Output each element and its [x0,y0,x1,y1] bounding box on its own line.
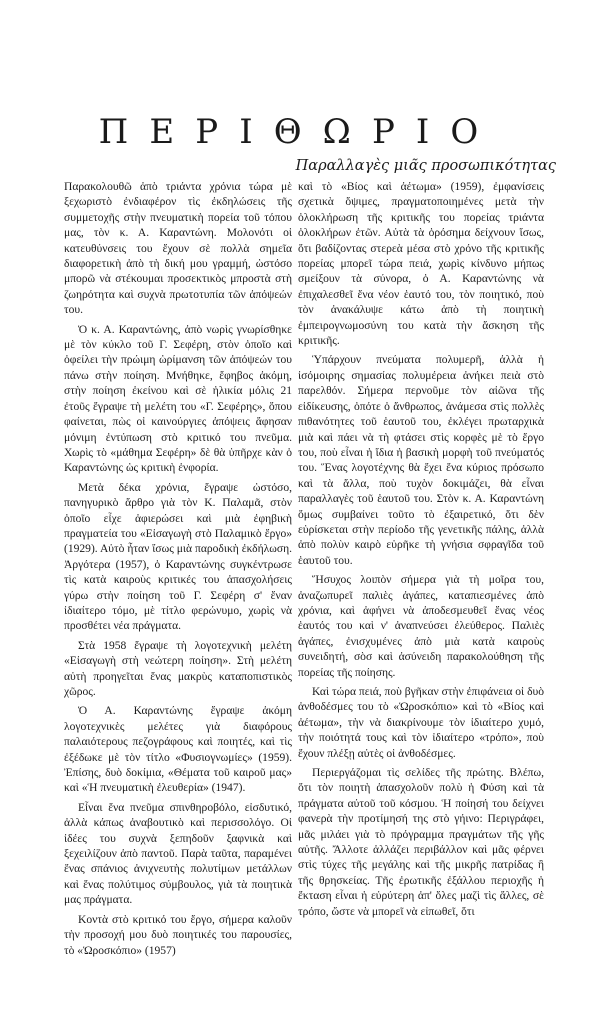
text-column-right [298,180,544,924]
paragraph: Περιεργάζομαι τὶς σελίδες τῆς πρώτης. Βλέπω, ὅτι τὸν ποιητὴ ἀπασχολοῦν πολὺ ἡ Φύση καὶ τὰ πράγματα αὐτοῦ τοῦ κόσμου. Ἡ ποίησή του δείχνει φανερὰ τὴν προτίμησή της στὸ γήινο: Περιγράφει, μᾶς μιλάει γιὰ τὸ πρόγραμμα πραγμάτων τῆς γῆς αὐτῆς. Ἄλλοτε ἀλλάζει περιβάλλον καὶ μᾶς φέρνει στὶς τύχες τῆς μεγάλης καὶ τῆς μικρῆς πατρίδας ἢ τῆς θρησκείας. Τῆς ἐρωτικῆς ἐξάλλου περιοχῆς ἡ ἔκταση εἶναι ἡ εὐρύτερη ἀπ' ὅλες μαζὶ τὶς ἄλλες, σὲ τρόπο, ὥστε νὰ μπορεῖ νὰ εἰπωθεῖ, ὅτι [298,767,544,918]
paragraph: Ἥσυχος λοιπὸν σήμερα γιὰ τὴ μοῖρα του, ἀναζωπυρεῖ παλιὲς ἀγάπες, καταπιεσμένες ἀπὸ χρόνια, καὶ ἀφήνει νὰ ἀποδεσμευθεῖ ἕνας νέος ἑαυτός του καὶ ν' ἀναπνεύσει ἐλεύθερος. Παλιὲς ἀγάπες, ἐνισχυμένες ἀπὸ μιὰ κατὰ καιροὺς συνειδητή, σὸσ καὶ ἀσύνειδη παρακολούθηση τῆς πορείας τῆς ποίησης. [298,574,544,679]
page-subtitle: Παραλλαγὲς μιᾶς προσωπικότητας [295,158,556,174]
paragraph: Κοντὰ στὸ κριτικό του ἔργο, σήμερα καλοῦν τὴν προσοχή μου δυὸ ποιητικές του παρουσίες, τὸ «Ὡροσκόπιο» (1957) [64,913,292,957]
paragraph: Παρακολουθῶ ἀπὸ τριάντα χρόνια τώρα μὲ ξεχωριστὸ ἐνδιαφέρον τὶς ἐκδηλώσεις τῆς συμμετοχῆς στὴν πνευματικὴ πορεία τοῦ τόπου μας, τὸν κ. Α. Καραντώνη. Μολονότι οἱ κατευθύνσεις του ἔχουν σὲ πολλὰ σημεῖα διαφορετικὴ ἀπὸ τὴ δική μου γραμμή, ὡστόσο μπορῶ νὰ στέκουμαι προσεκτικὸς μπροστὰ στὴ ζωηρότητα καὶ συχνὰ πρωτοτυπία τῶν ἀπόψεών του. [64,181,292,317]
paragraph: Καὶ τώρα πειά, ποὺ βγῆκαν στὴν ἐπιφάνεια οἱ δυὸ ἀνθοδέσμες του τὸ «Ὡροσκόπιο» καὶ τὸ «Βίος καὶ ἀέτωμα», τὴν νὰ διακρίνουμε τὸν ἰδιαίτερο χυμό, τὴν ποιότητά τους καὶ τὸν ἰδιαίτερο «τρόπο», ποὺ ἔχουν πλέξῃ αὐτὲς οἱ ἀνθοδέσμες. [298,686,544,760]
paragraph: Εἶναι ἕνα πνεῦμα σπινθηροβόλο, εἰσδυτικό, ἀλλὰ κάπως ἀναβουτικὸ καὶ περισσολόγο. Οἱ ἰδέες του συχνὰ ξεπηδοῦν ξαφνικὰ καὶ ξεχειλίζουν ἀπὸ παντοῦ. Παρὰ ταῦτα, παραμένει ἕνας σπάνιος ἀνιχνευτὴς πολυτίμων μετάλλων καὶ ἕνας πολύτιμος σύμβουλος, γιὰ τὰ ποιητικὰ μας πράγματα. [64,801,292,907]
text-column-left [64,180,292,963]
paragraph: Μετὰ δέκα χρόνια, ἔγραψε ὡστόσο, πανηγυρικὸ ἄρθρο γιὰ τὸν Κ. Παλαμᾶ, στὸν ὁποῖο εἶχε ἀφιερώσει καὶ μιὰ ἐφηβικὴ πραγματεία του «Εἰσαγωγὴ στὸ Παλαμικὸ ἔργο» (1929). Αὐτὸ ἦταν ἴσως μιὰ παροδικὴ ἐκδήλωση. Ἀργότερα (1957), ὁ Καραντώνης συγκέντρωσε τὶς κατὰ καιροὺς κριτικές του ἀπασχολήσεις γύρω στὴν ποίηση τοῦ Γ. Σεφέρη σ' ἕναν ἰδιαίτερο τόμο, μὲ τίτλο φερώνυμο, χωρὶς νὰ προσθέτει νέα πράγματα. [64,481,292,633]
paragraph: Ὁ κ. Α. Καραντώνης, ἀπὸ νωρὶς γνωρίσθηκε μὲ τὸν κύκλο τοῦ Γ. Σεφέρη, στὸν ὁποῖο καὶ ὀφείλει τὴν πρώιμη ὡρίμανση τῶν ἀπόψεών του πάνω στὴν ποίηση. Μνήθηκε, ἔφηβος ἀκόμη, στὴν ποίηση ἐκείνου καὶ σὲ ἡλικία μόλις 21 ἐτοῦς ἔγραψε τὴ μελέτη του «Γ. Σεφέρης», ὅπου φαίνεται, πὼς οἱ καινούργιες ἀπόψεις ἄφησαν μόνιμη ἐντύπωση στὸ κριτικό του πνεῦμα. Χωρὶς τὸ «μάθημα Σεφέρη» δὲ θὰ ὑπῆρχε κὰν ὁ Καραντώνης ὡς κριτικὴ ἐνφορία. [64,323,292,475]
paragraph: Ὑπάρχουν πνεύματα πολυμερῆ, ἀλλὰ ἡ ἰσόμοιρης σημασίας πολυμέρεια ἀνήκει πειὰ στὸ παρελθόν. Σήμερα περνοῦμε τὸν αἰῶνα τῆς εἰδίκευσης, ὁπότε ὁ ἄνθρωπος, ἀνάμεσα στὶς πολλὲς πιθανότητες τοῦ ἑαυτοῦ του, ἐκλέγει πρωταρχικὰ μιὰ καὶ πάει νὰ τὴ φτάσει στὶς κορφὲς μὲ τὸ ἔργο του, ποὺ εἶναι ἡ ἴδια ἡ βασικὴ μορφὴ τοῦ πνεύματός του. Ἕνας λογοτέχνης θὰ ἔχει ἕνα κύριος πρόσωπο καὶ τὰ ἄλλα, ποὺ τυχὸν δοκιμάζει, θὰ εἶναι παραλλαγὲς τοῦ ἑαυτοῦ του. Στὸν κ. Α. Καραντώνη ὅμως συμβαίνει τοῦτο τὸ ἐξαιρετικό, ὅτι δὲν εὑρίσκεται στὴν περίοδο τῆς γενετικῆς πάλης, ἀλλὰ ἀπὸ πολὺν καιρὸ εὑρῆκε τὴ γνήσια σφραγῖδα τοῦ ἑαυτοῦ του. [298,354,544,567]
paragraph: Στὰ 1958 ἔγραψε τὴ λογοτεχνικὴ μελέτη «Εἰσαγωγὴ στὴ νεώτερη ποίηση». Στὴ μελέτη αὐτὴ προηγεῖται ἕνας μακρὺς καταποπιστικὸς χῶρος. [64,639,292,698]
page-title: ΠΕΡΙΘΩΡΙΟ [98,112,500,152]
paragraph: καὶ τὸ «Βίος καὶ ἀέτωμα» (1959), ἐμφανίσεις σχετικὰ ὄψιμες, πραγματοποιημένες μετὰ τὴν ὁλοκλήρωση τῆς κριτικῆς του πορείας τριάντα ὁλοκλήρων ἐτῶν. Αὐτὰ τὰ ὁρόσημα δείχνουν ἴσως, ὅτι βαδίζοντας στερεὰ μέσα στὸ χρόνο τῆς κριτικῆς πορείας μπορεῖ τώρα πειά, χωρὶς κίνδυνο μήπως σμείξουν τὰ σύνορα, ὁ Α. Καραντώνης νὰ ἐπιχαλεσθεῖ ἕνα νέον ἑαυτό του, τὸν ποιητικό, ποὺ τὸν ἀνακάλυψε κάτω ἀπὸ τὴ ποιητικὴ ἐμπειρογνωμοσύνη του κατὰ τὴν ἄσκηση τῆς κριτικῆς. [298,181,544,348]
paragraph: Ὁ Α. Καραντώνης ἔγραψε ἀκόμη λογοτεχνικὲς μελέτες γιὰ διαφόρους παλαιότερους πεζογράφους καὶ ποιητές, καὶ τὶς ἐξέδωκε μὲ τὸν τίτλο «Φυσιογνωμίες» (1959). Ἐπίσης, δυὸ δοκίμια, «Θέματα τοῦ καιροῦ μας» καὶ «Ἡ πνευματικὴ ἐλευθερία» (1947). [64,705,292,795]
